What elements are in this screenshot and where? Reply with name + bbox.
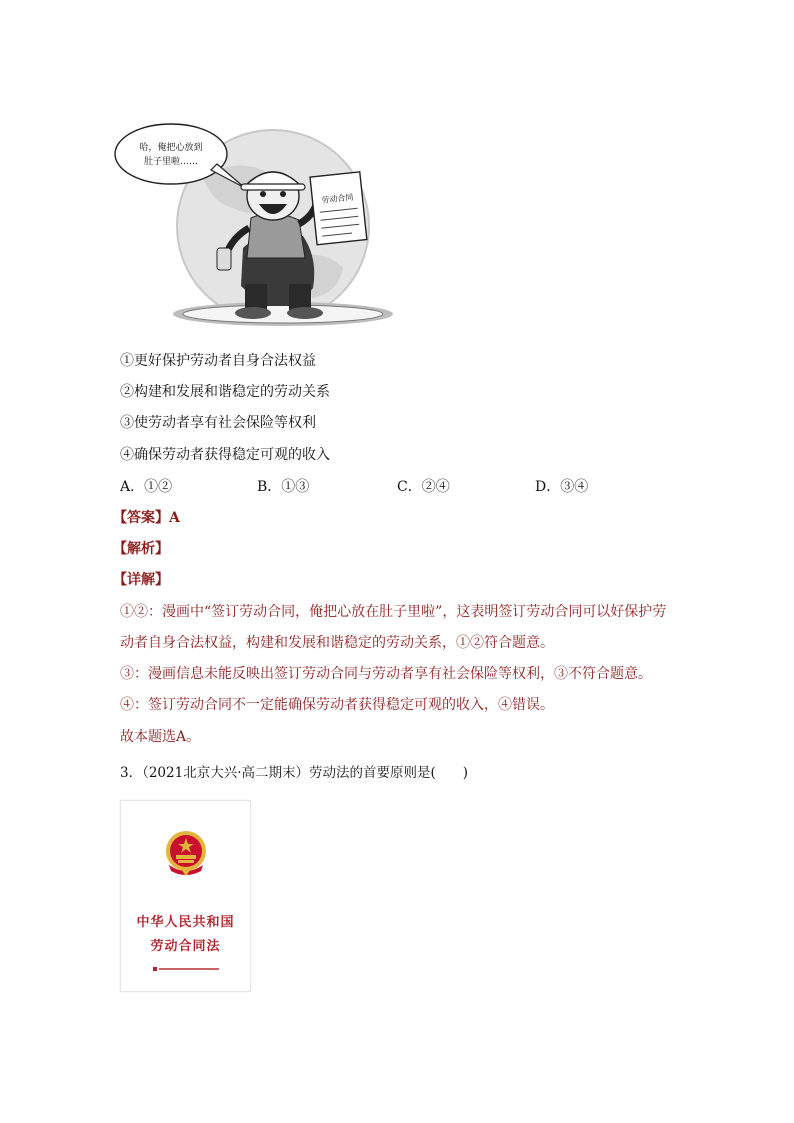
option-c-letter: C． [397,479,422,495]
explanation-line-1: ①②：漫画中“签订劳动合同，俺把心放在肚子里啦”，这表明签订劳动合同可以好保护劳 [120,604,667,620]
speech-line-1: 哈，俺把心放到 [139,143,203,153]
option-c [397,477,450,497]
option-a-letter: A． [120,479,145,495]
speech-line-2: 肚子里啦…… [143,157,199,167]
option-b [257,477,309,497]
statement-1: ①更好保护劳动者自身合法权益 [120,353,316,369]
explanation-line-4: ④：签订劳动合同不一定能确保劳动者获得稳定可观的收入，④错误。 [120,697,554,713]
statement-4: ④确保劳动者获得稳定可观的收入 [120,447,330,463]
explanation-conclusion: 故本题选A。 [120,729,201,745]
answer-label: 【答案】 [113,510,169,526]
cover-title-line-1: 中华人民共和国 [136,915,235,930]
contract-label: 劳动合同 [321,192,354,205]
detail-label: 【详解】 [113,572,169,588]
statement-3: ③使劳动者享有社会保险等权利 [120,415,316,431]
labor-contract-law-cover [120,800,251,992]
explanation-line-3: ③：漫画信息未能反映出签订劳动合同与劳动者享有社会保险等权利，③不符合题意。 [120,666,652,682]
analysis-label: 【解析】 [113,541,169,557]
option-b-value: ①③ [281,479,310,495]
explanation-line-2: 动者自身合法权益，构建和发展和谐稳定的劳动关系，①②符合题意。 [120,635,554,651]
publisher-mark-icon [153,967,219,971]
question-3: 3．（2021北京大兴·高二期末）劳动法的首要原则是( ) [120,765,469,781]
national-emblem-icon [163,829,209,877]
option-d-letter: D． [535,479,561,495]
option-a [120,477,172,497]
answer-value: A [169,510,180,526]
cover-title-line-2: 劳动合同法 [150,939,221,954]
option-d-value: ③④ [560,479,589,495]
option-b-letter: B． [257,479,282,495]
statement-2: ②构建和发展和谐稳定的劳动关系 [120,384,330,400]
answer-line [113,508,180,528]
option-c-value: ②④ [421,479,450,495]
option-d [535,477,588,497]
option-a-value: ①② [144,479,173,495]
labor-contract-cartoon [113,108,395,330]
